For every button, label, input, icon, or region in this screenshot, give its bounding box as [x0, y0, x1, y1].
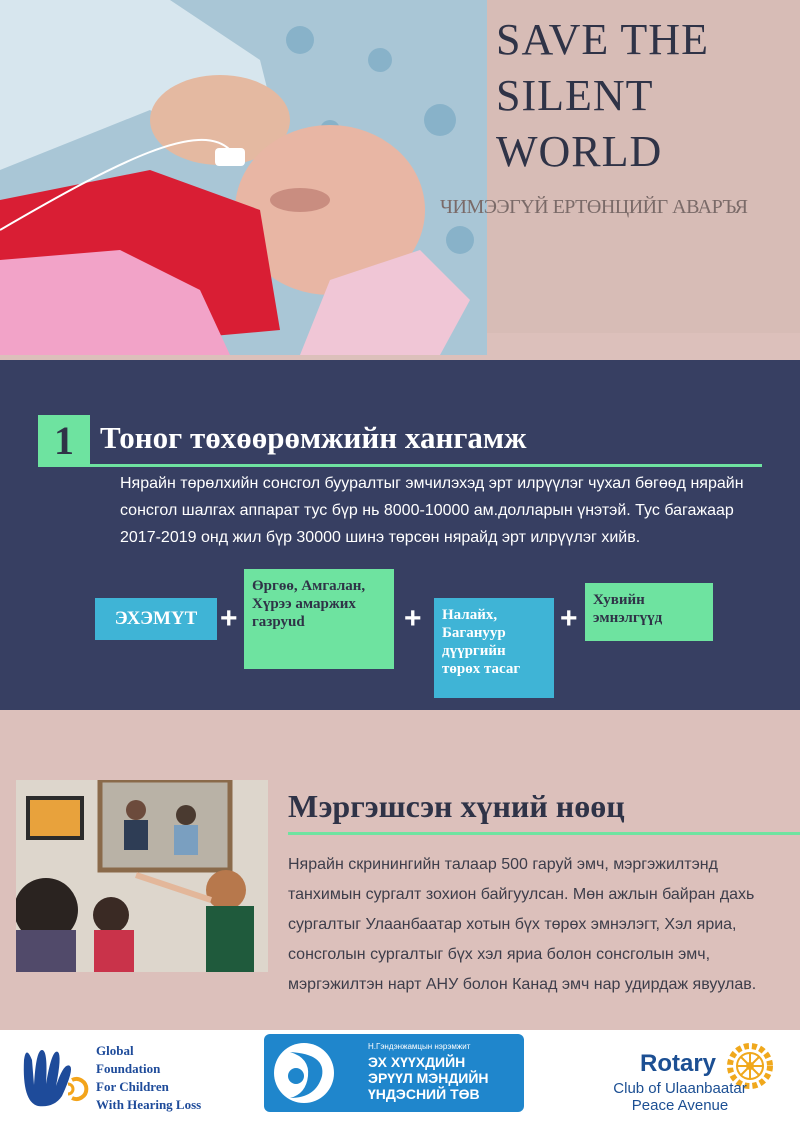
hand-logo-icon	[14, 1040, 94, 1110]
flow-box-ehemut: ЭХЭМҮТ	[95, 598, 217, 640]
footer-logos	[0, 1030, 800, 1131]
section-divider	[90, 464, 762, 467]
plus-sign: +	[220, 602, 238, 635]
staff-section	[0, 710, 800, 1030]
rotary-club-name: Club of Ulaanbaatar Peace Avenue	[613, 1080, 747, 1114]
plus-sign: +	[560, 602, 578, 635]
center-logo-name: ЭХ ХҮҮХДИЙН ЭРҮҮЛ МЭНДИЙН ҮНДЭСНИЙ ТӨВ	[368, 1054, 489, 1102]
flow-box-district-maternity: Налайх, Багануур дүүргийн төрөх тасаг	[434, 598, 554, 698]
center-logo-subtitle: Н.Гэндэнжамцын нэрэмжит	[368, 1042, 471, 1051]
equipment-section	[0, 360, 800, 710]
hero-title: SAVE THE SILENT WORLD	[496, 15, 709, 176]
hero-section	[0, 0, 800, 360]
mother-child-icon	[270, 1040, 338, 1106]
staff-title: Мэргэшсэн хүний нөөц	[288, 788, 625, 824]
staff-divider	[288, 832, 800, 835]
flow-box-private-hospitals: Хувийн эмнэлгүүд	[585, 583, 713, 641]
newborn-hearing-test-photo	[0, 0, 487, 355]
global-foundation-name: Global Foundation For Children With Hearing Loss	[96, 1043, 202, 1112]
hearing-training-photo	[16, 780, 268, 972]
section-number: 1	[38, 415, 90, 467]
staff-body: Нярайн скринингийн талаар 500 гаруй эмч, мэргэжилтэнд танхимын сургалт зохион байгуулсан. Мөн ажлын байран дахь сургалтыг Улаанбаатар хотын бүх төрөх эмнэлэгт, Хэл яриа, сонсголын сургалтыг бүх хэл яриа болон сонсголын эмч, мэргэжилтэн нарт АНУ болон Канад эмч нар удирдаж явуулав.	[288, 856, 757, 993]
hero-subtitle: ЧИМЭЭГҮЙ ЕРТӨНЦИЙГ АВАРЪЯ	[440, 196, 748, 218]
flow-box-maternity-homes: Өргөө, Амгалан, Хүрээ амаржих газруud	[244, 569, 394, 669]
section-title: Тоног төхөөрөмжийн хангамж	[100, 420, 527, 455]
maternal-child-health-center-logo	[264, 1034, 524, 1112]
rotary-wordmark: Rotary	[640, 1050, 717, 1077]
plus-sign: +	[404, 602, 422, 635]
section-body: Нярайн төрөлхийн сонсгол бууралтыг эмчилэхэд эрт илрүүлэг чухал бөгөөд нярайн сонсгол шалгах аппарат тус бүр нь 8000-10000 ам.долларын үнэтэй. Тус багажаар 2017-2019 онд жил бүр 30000 шинэ төрсөн нярайд эрт илрүүлэг хийв.	[120, 475, 744, 546]
